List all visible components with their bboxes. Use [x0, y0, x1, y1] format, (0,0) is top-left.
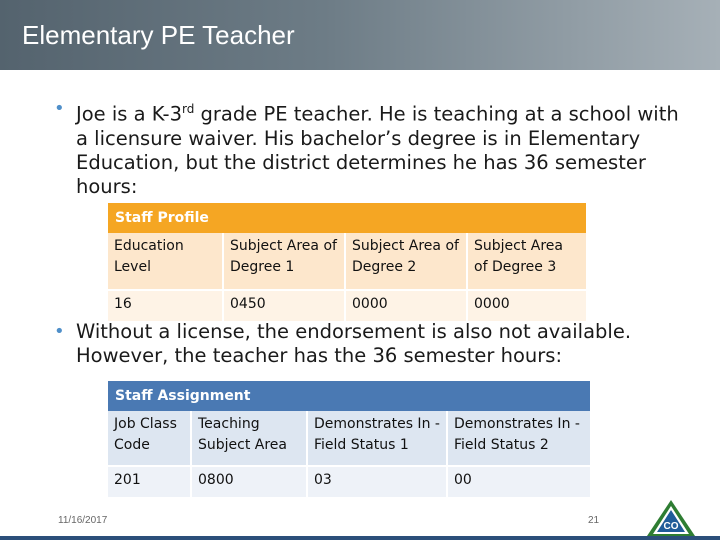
column-header: Demonstrates In -Field Status 1 — [306, 411, 446, 465]
table-cell: 201 — [114, 472, 141, 488]
column-header: Teaching Subject Area — [190, 411, 306, 465]
bullet-dot-icon: • — [54, 321, 65, 342]
table-cell: 0800 — [190, 467, 306, 497]
column-header: Demonstrates In -Field Status 2 — [446, 411, 590, 465]
bullet-1 — [54, 97, 694, 199]
bullet-1-text-end: grade PE teacher. He is teaching at a school with a licensure waiver. His bachelor’s degree is in Elementary Education, but the district determines he has 36 semester hours: — [76, 102, 679, 198]
table-cell: 03 — [306, 467, 446, 497]
staff-assignment-table — [108, 381, 590, 497]
column-header: Education Level — [114, 238, 184, 275]
column-header: Subject Area of Degree 1 — [222, 233, 344, 289]
staff-profile-table — [108, 203, 586, 321]
column-header: Subject Area of Degree 2 — [344, 233, 466, 289]
logo-text: CO — [663, 521, 679, 532]
bullet-1-text — [76, 97, 694, 199]
slide-title: Elementary PE Teacher — [22, 20, 295, 50]
footer-date: 11/16/2017 — [58, 515, 108, 526]
staff-assignment-header: Staff Assignment — [108, 381, 590, 411]
table-row — [108, 291, 586, 321]
staff-assignment-header-row — [108, 411, 590, 467]
table-cell: 0000 — [466, 291, 586, 321]
page-number: 21 — [588, 515, 600, 526]
staff-profile-header-row — [108, 233, 586, 291]
bullet-2 — [54, 320, 694, 368]
table-cell: 00 — [446, 467, 590, 497]
table-cell: 0450 — [222, 291, 344, 321]
colorado-logo-icon — [645, 498, 697, 538]
title-bar — [0, 0, 720, 70]
bullet-dot-icon: • — [54, 98, 65, 119]
bullet-2-text: Without a license, the endorsement is also not available. However, the teacher has the 36 semester hours: — [76, 320, 632, 367]
table-row — [108, 467, 590, 497]
bullet-1-superscript: rd — [181, 102, 195, 116]
bottom-bar — [0, 536, 720, 540]
table-cell: 16 — [114, 296, 132, 312]
table-cell: 0000 — [344, 291, 466, 321]
bullet-1-text-start: Joe is a K-3 — [76, 102, 182, 126]
column-header: Subject Area of Degree 3 — [466, 233, 586, 289]
column-header: Job Class Code — [114, 416, 177, 453]
staff-profile-header: Staff Profile — [108, 203, 586, 233]
